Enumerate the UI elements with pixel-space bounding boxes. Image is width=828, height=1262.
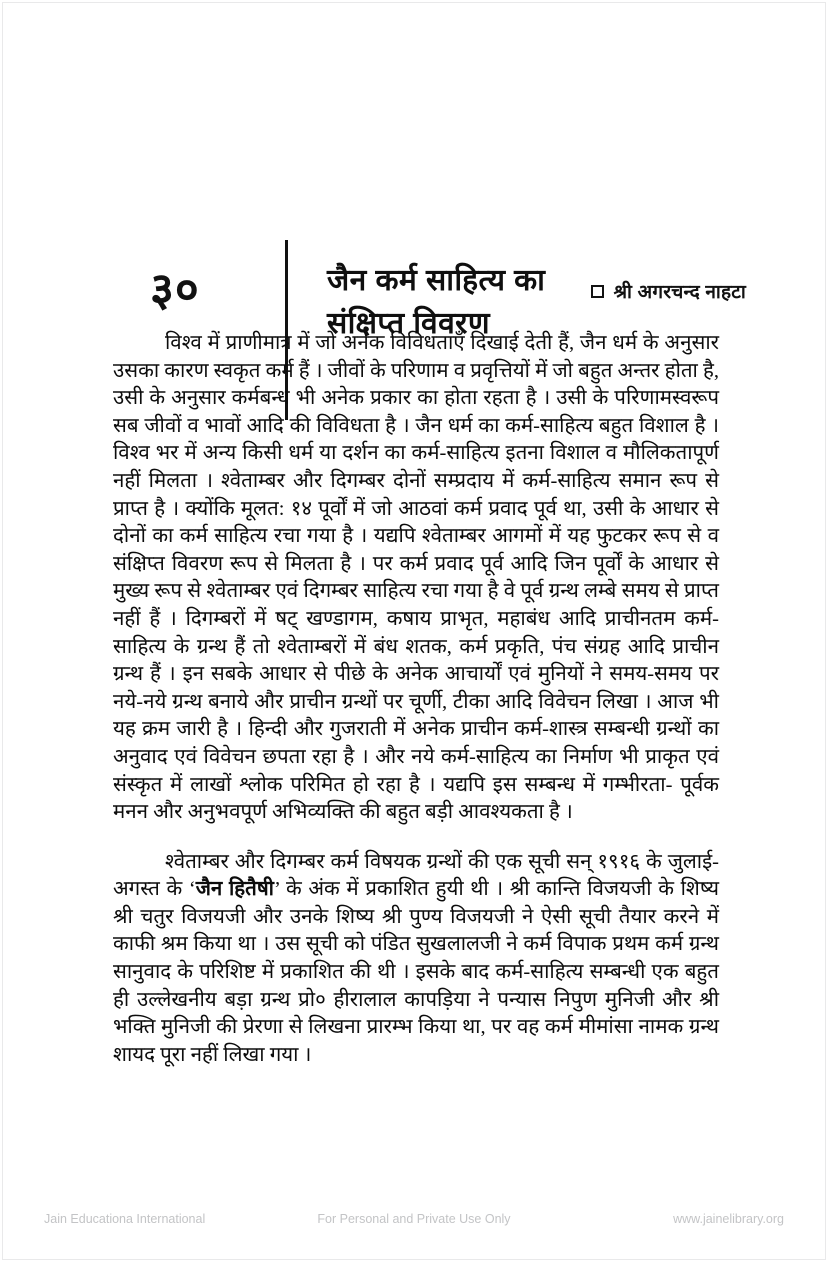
emphasised-title: जैन हितैषी bbox=[195, 878, 274, 901]
square-bullet-icon bbox=[591, 285, 604, 298]
author-byline bbox=[591, 278, 746, 304]
paragraph-1 bbox=[113, 330, 719, 827]
title-line-1: जैन कर्म साहित्य का bbox=[327, 264, 546, 297]
paragraph-2-text: श्वेताम्बर और दिगम्बर कर्म विषयक ग्रन्थों की एक सूची सन् १९१६ के जुलाई-अगस्त के ‘जैन हितैषी’ के अंक में प्रकाशित हुयी थी । श्री कान्ति विजयजी के शिष्य श्री चतुर विजयजी और उनके शिष्य श्री पुण्य विजयजी ने ऐसी सूची तैयार करने में काफी श्रम किया था । उस सूची को पंडित सुखलालजी ने कर्म विपाक प्रथम कर्म ग्रन्थ सानुवाद के परिशिष्ट में प्रकाशित की थी । इसके बाद कर्म-साहित्य सम्बन्धी एक बहुत ही उल्लेखनीय बड़ा ग्रन्थ प्रो० हीरालाल कापड़िया ने पन्यास निपुण मुनिजी और श्री भक्ति मुनिजी की प्रेरणा से लिखना प्रारम्भ किया था, पर वह कर्म मीमांसा नामक ग्रन्थ शायद पूरा नहीं लिखा गया । bbox=[113, 850, 720, 1066]
title-line-2: संक्षिप्त विवरण bbox=[327, 306, 490, 340]
page-footer bbox=[0, 1212, 828, 1232]
paragraph-1-text: विश्व में प्राणीमात्र में जो अनेक विविधताएँ दिखाई देती हैं, जैन धर्म के अनुसार उसका कारण स्वकृत कर्म हैं । जीवों के परिणाम व प्रवृत्तियों में जो बहुत अन्तर होता है, उसी के अनुसार कर्मबन्ध भी अनेक प्रकार का होता रहता है । उसी के परिणामस्वरूप सब जीवों व भावों आदि की विविधता है । जैन धर्म का कर्म-साहित्य बहुत विशाल है । विश्व भर में अन्य किसी धर्म या दर्शन का कर्म-साहित्य इतना विशाल व मौलिकतापूर्ण नहीं मिलता । श्वेताम्बर और दिगम्बर दोनों सम्प्रदाय में कर्म-साहित्य समान रूप से प्राप्त है । क्योंकि मूलत: १४ पूर्वों में जो आठवां कर्म प्रवाद पूर्व था, उसी के आधार से दोनों का कर्म साहित्य रचा गया है । यद्यपि श्वेताम्बर आगमों में यह फुटकर रूप से व संक्षिप्त विवरण रूप से मिलता है । पर कर्म प्रवाद पूर्व आदि जिन पूर्वों के आधार से मुख्य रूप से श्वेताम्बर एवं दिगम्बर साहित्य रचा गया है वे पूर्व ग्रन्थ लम्बे समय से प्राप्त नहीं हैं । दिगम्बरों में षट् खण्डागम, कषाय प्राभृत, महाबंध आदि प्राचीनतम कर्म-साहित्य के ग्रन्थ हैं तो श्वेताम्बरों में बंध शतक, कर्म प्रकृति, पंच संग्रह आदि प्राचीन ग्रन्थ हैं । इन सबके आधार से पीछे के अनेक आचार्यों एवं मुनियों ने समय-समय पर नये-नये ग्रन्थ बनाये और प्राचीन ग्रन्थों पर चूर्णी, टीका आदि विवेचन लिखा । आज भी यह क्रम जारी है । हिन्दी और गुजराती में अनेक प्राचीन कर्म-शास्त्र सम्बन्धी ग्रन्थों का अनुवाद एवं विवेचन छपता रहा है । और नये कर्म-साहित्य का निर्माण भी प्राकृत एवं संस्कृत में लाखों श्लोक परिमित हो रहा है । यद्यपि इस सम्बन्ध में गम्भीरता- पूर्वक मनन और अनुभवपूर्ण अभिव्यक्ति की बहुत बड़ी आवश्यकता है । bbox=[113, 332, 720, 824]
footer-website-url[interactable]: www.jainelibrary.org bbox=[673, 1212, 784, 1226]
chapter-number: ३० bbox=[150, 263, 200, 315]
paragraph-2 bbox=[113, 849, 719, 1070]
footer-usage-notice: For Personal and Private Use Only bbox=[317, 1212, 511, 1226]
footer-library-credit: Jain Educationa International bbox=[44, 1212, 206, 1226]
author-name: श्री अगरचन्द नाहटा bbox=[613, 282, 746, 303]
article-body bbox=[113, 330, 719, 1069]
